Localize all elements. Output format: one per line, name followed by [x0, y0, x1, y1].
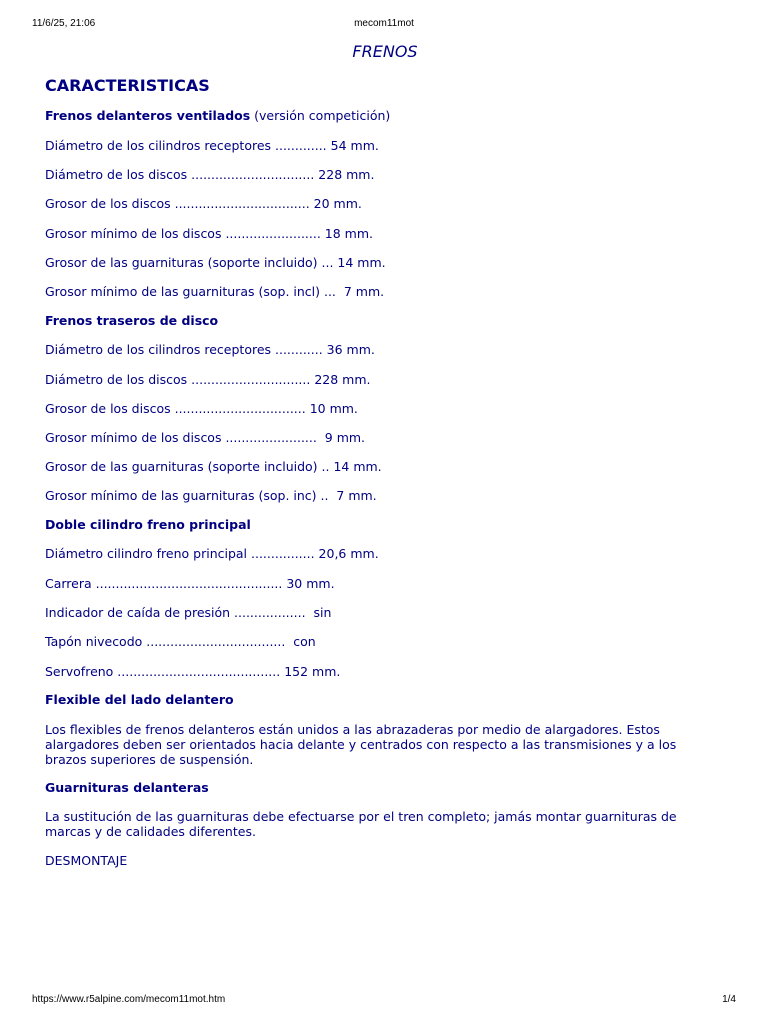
next-section-heading: DESMONTAJE [45, 853, 128, 868]
spec-line: Grosor mínimo de las guarnituras (sop. inc) .. 7 mm. [45, 488, 377, 503]
print-url: https://www.r5alpine.com/mecom11mot.htm [32, 994, 226, 1005]
print-page-title: mecom11mot [354, 18, 414, 29]
spec-line: Diámetro de los discos ............................... 228 mm. [45, 167, 375, 182]
print-page-count: 1/4 [722, 994, 736, 1005]
spec-line: Grosor de los discos .................................. 20 mm. [45, 196, 362, 211]
master-cylinder-heading: Doble cilindro freno principal [45, 517, 251, 532]
print-footer [32, 994, 736, 1008]
spec-line: Diámetro de los cilindros receptores ............ 36 mm. [45, 342, 375, 357]
pads-heading: Guarnituras delanteras [45, 780, 209, 795]
spec-line: Grosor de las guarnituras (soporte incluido) ... 14 mm. [45, 255, 386, 270]
spec-line: Grosor de las guarnituras (soporte incluido) .. 14 mm. [45, 459, 382, 474]
rear-brakes-heading: Frenos traseros de disco [45, 313, 219, 328]
spec-line: Grosor de los discos ................................. 10 mm. [45, 401, 358, 416]
spec-line: Carrera ............................................... 30 mm. [45, 576, 335, 591]
pads-paragraph: La sustitución de las guarnituras debe efectuarse por el tren completo; jamás montar guarnituras de marcas y de calidades diferentes. [45, 809, 677, 839]
front-brakes-heading-note: (versión competición) [250, 108, 391, 123]
front-brakes-heading-text: Frenos delanteros ventilados [45, 108, 251, 123]
spec-line: Grosor mínimo de los discos ....................... 9 mm. [45, 430, 366, 445]
print-header [32, 18, 736, 32]
spec-line: Diámetro cilindro freno principal ................ 20,6 mm. [45, 546, 379, 561]
flexible-paragraph: Los flexibles de frenos delanteros están unidos a las abrazaderas por medio de alargadores. Estos alargadores deben ser orientados hacia delante y centrados con respecto a las transmisiones y a los brazos superiores de suspensión. [45, 722, 677, 767]
spec-line: Diámetro de los discos .............................. 228 mm. [45, 372, 371, 387]
front-brakes-heading [45, 108, 390, 123]
spec-line: Tapón nivecodo ................................... con [45, 634, 316, 649]
section-title: CARACTERISTICAS [45, 76, 210, 95]
spec-line: Grosor mínimo de las guarnituras (sop. incl) ... 7 mm. [45, 284, 385, 299]
spec-line: Diámetro de los cilindros receptores ............. 54 mm. [45, 138, 379, 153]
spec-line: Grosor mínimo de los discos ........................ 18 mm. [45, 226, 373, 241]
spec-line: Servofreno ......................................... 152 mm. [45, 664, 341, 679]
spec-line: Indicador de caída de presión .................. sin [45, 605, 332, 620]
print-datetime: 11/6/25, 21:06 [32, 18, 96, 29]
document-title: FRENOS [352, 42, 418, 61]
flexible-heading: Flexible del lado delantero [45, 692, 234, 707]
